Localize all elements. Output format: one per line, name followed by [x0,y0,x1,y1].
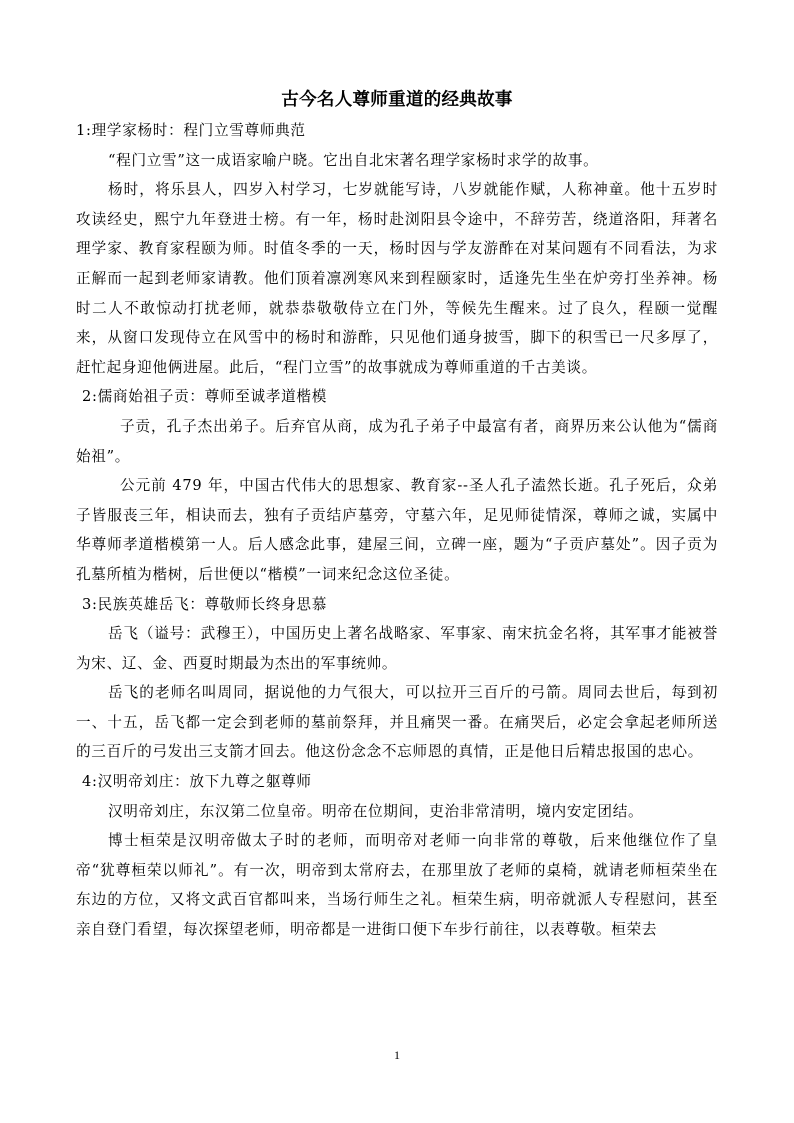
paragraph: 汉明帝刘庄，东汉第二位皇帝。明帝在位期间，吏治非常清明，境内安定团结。 [108,802,644,820]
paragraph: 子贡，孔子杰出弟子。后弃官从商，成为孔子弟子中最富有者，商界历来公认他为“儒商始祖”。 [76,417,718,465]
section-heading: 2:儒商始祖子贡：尊师至诚孝道楷模 [82,388,328,406]
section-3 [76,590,718,768]
paragraph: 杨时，将乐县人，四岁入村学习，七岁就能写诗，八岁就能作赋，人称神童。他十五岁时攻读经史，熙宁九年登进士榜。有一年，杨时赴浏阳县令途中，不辞劳苦，绕道洛阳，拜著名理学家、教育家程颐为师。时值冬季的一天，杨时因与学友游酢在对某问题有不同看法，为求正解而一起到老师家请教。他们顶着凛冽寒风来到程颐家时，适逢先生坐在炉旁打坐养神。杨时二人不敢惊动打扰老师，就恭恭敬敬侍立在门外，等候先生醒来。过了良久，程颐一觉醒来，从窗口发现侍立在风雪中的杨时和游酢，只见他们通身披雪，脚下的积雪已一尺多厚了，赶忙起身迎他俩进屋。此后，“程门立雪”的故事就成为尊师重道的千古美谈。 [76,181,718,376]
paragraph: 公元前 479 年，中国古代伟大的思想家、教育家--圣人孔子溘然长逝。孔子死后，众弟子皆服丧三年，相诀而去，独有子贡结庐墓旁，守墓六年，足见师徒情深，尊师之诚，实属中华尊师孝道楷模第一人。后人感念此事，建屋三间，立碑一座，题为“子贡庐墓处”。因子贡为孔墓所植为楷树，后世便以“楷模”一词来纪念这位圣徒。 [76,477,718,583]
page-number: 1 [394,1048,400,1062]
section-heading: 4:汉明帝刘庄：放下九尊之躯尊师 [82,773,312,791]
document-body [76,116,718,945]
section-1 [76,116,718,382]
section-2 [76,382,718,589]
paragraph: 岳飞（谥号：武穆王），中国历史上著名战略家、军事家、南宋抗金名将，其军事才能被誉为宋、辽、金、西夏时期最为杰出的军事统帅。 [76,625,718,672]
paragraph: “程门立雪”这一成语家喻户晓。它出自北宋著名理学家杨时求学的故事。 [108,151,599,169]
section-4 [76,767,718,945]
paragraph: 岳飞的老师名叫周同，据说他的力气很大，可以拉开三百斤的弓箭。周同去世后，每到初一、十五，岳飞都一定会到老师的墓前祭拜，并且痛哭一番。在痛哭后，必定会拿起老师所送的三百斤的弓发出三支箭才回去。他这份念念不忘师恩的真情，正是他日后精忠报国的忠心。 [76,684,718,761]
section-heading: 3:民族英雄岳飞：尊敬师长终身思慕 [82,595,328,613]
document-title: 古今名人尊师重道的经典故事 [281,90,513,110]
section-heading: 1:理学家杨时：程门立雪尊师典范 [76,122,306,139]
paragraph: 博士桓荣是汉明帝做太子时的老师，而明帝对老师一向非常的尊敬，后来他继位作了皇帝“犹尊桓荣以师礼”。有一次，明帝到太常府去，在那里放了老师的桌椅，就请老师桓荣坐在东边的方位，又将文武百官都叫来，当场行师生之礼。桓荣生病，明帝就派人专程慰问，甚至亲自登门看望，每次探望老师，明帝都是一进街口便下车步行前往，以表尊敬。桓荣去 [76,832,718,939]
